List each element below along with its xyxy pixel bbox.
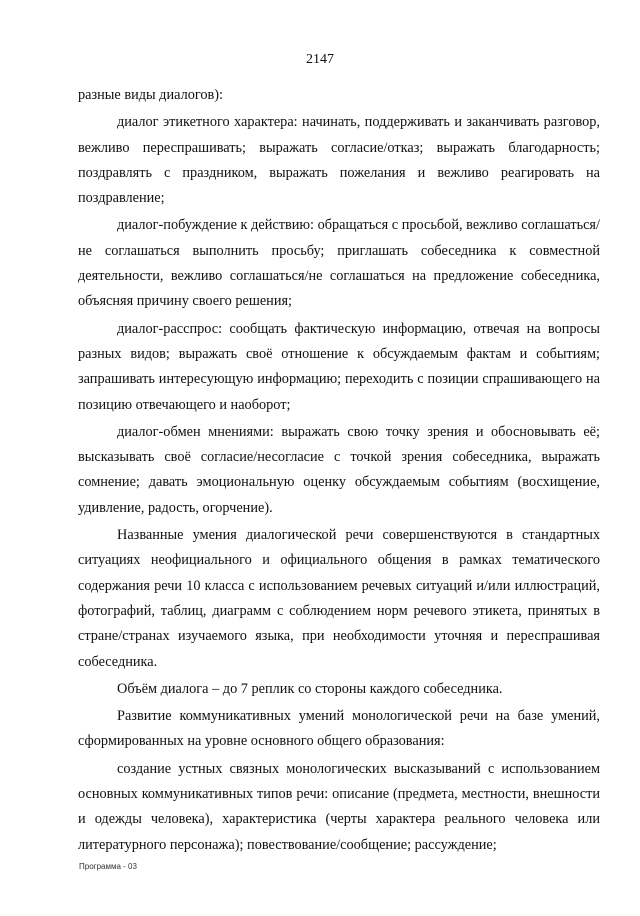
- paragraph-dialog-types-continuation: разные виды диалогов):: [78, 87, 223, 103]
- paragraph-incentive-dialog: диалог-побуждение к действию: обращаться с просьбой, вежливо соглашаться/не соглашаться выполнить просьбу; приглашать собеседника к совместной деятельности, вежливо соглашаться/не соглашаться на предложение собеседника, объясняя причину своего решения;: [78, 217, 600, 310]
- paragraph-monologue-development: Развитие коммуникативных умений монологической речи на базе умений, сформированных на уровне основного общего образования:: [78, 708, 600, 750]
- paragraph-inquiry-dialog: диалог-расспрос: сообщать фактическую информацию, отвечая на вопросы разных видов; выражать своё отношение к обсуждаемым фактам и событиям; запрашивать интересующую информацию; переходить с позиции спрашивающего на позицию отвечающего и наоборот;: [78, 320, 600, 413]
- paragraph-dialog-volume: Объём диалога – до 7 реплик со стороны каждого собеседника.: [117, 680, 503, 697]
- paragraph-dialog-skills-improvement: Названные умения диалогической речи совершенствуются в стандартных ситуациях неофициального и официального общения в рамках тематического содержания речи 10 класса с использованием речевых ситуаций и/или иллюстраций, фотографий, таблиц, диаграмм с соблюдением норм речевого этикета, принятых в стране/странах изучаемого языка, при необходимости уточняя и переспрашивая собеседника.: [78, 527, 600, 670]
- page-number: 2147: [306, 52, 334, 67]
- document-body: [78, 83, 600, 858]
- footer-program-label: Программа - 03: [79, 862, 137, 871]
- paragraph-opinion-exchange-dialog: диалог-обмен мнениями: выражать свою точку зрения и обосновывать её; высказывать своё согласие/несогласие с точкой зрения собеседника, выражать сомнение; давать эмоциональную оценку обсуждаемым событиям (восхищение, удивление, радость, огорчение).: [78, 423, 600, 516]
- paragraph-monologue-creation: создание устных связных монологических высказываний с использованием основных коммуникативных типов речи: описание (предмета, местности, внешности и одежды человека), характеристика (черты характера реального человека или литературного персонажа); повествование/сообщение; рассуждение;: [78, 760, 600, 853]
- paragraph-etiquette-dialog: диалог этикетного характера: начинать, поддерживать и заканчивать разговор, вежливо переспрашивать; выражать согласие/отказ; выражать благодарность; поздравлять с праздником, выражать пожелания и вежливо реагировать на поздравление;: [78, 114, 600, 207]
